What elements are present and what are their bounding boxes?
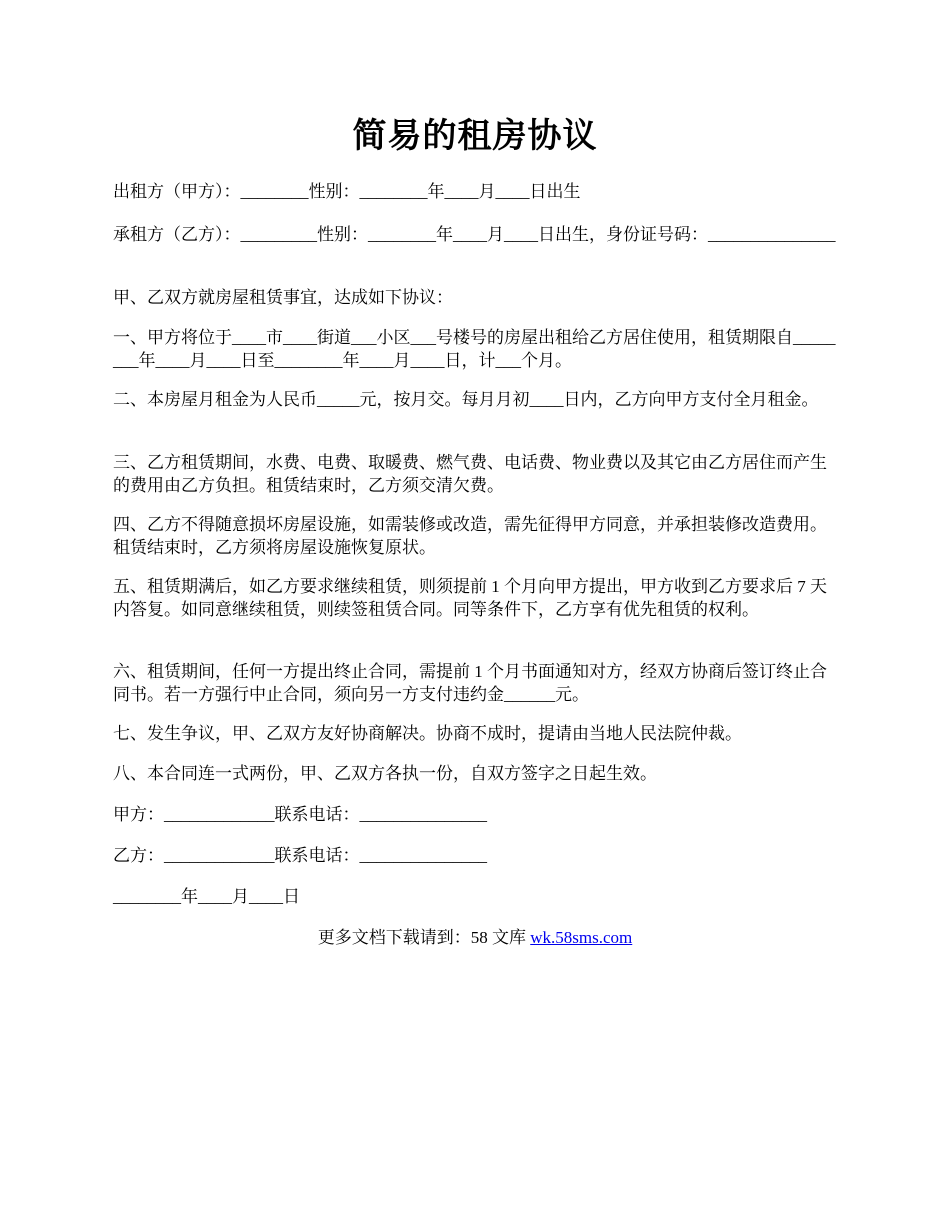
footer xyxy=(0,926,950,949)
paragraph-clause-4: 四、乙方不得随意损坏房屋设施，如需装修或改造，需先征得甲方同意，并承担装修改造费用。租赁结束时，乙方须将房屋设施恢复原状。 xyxy=(113,515,827,557)
paragraph-lessee: 承租方（乙方）：_________性别：________年____月____日出生，身份证号码：_______________ xyxy=(113,225,836,244)
paragraph-clause-1: 一、甲方将位于____市____街道___小区___号楼号的房屋出租给乙方居住使用，租赁期限自________年____月____日至________年____月____日，计___个月。 xyxy=(113,328,836,370)
paragraph-clause-8: 八、本合同连一式两份，甲、乙双方各执一份，自双方签字之日起生效。 xyxy=(113,764,657,783)
signature-date: ________年____月____日 xyxy=(113,887,300,906)
footer-text: 更多文档下载请到：58 文库 xyxy=(317,928,531,947)
paragraph-clause-3: 三、乙方租赁期间，水费、电费、取暖费、燃气费、电话费、物业费以及其它由乙方居住而产生的费用由乙方负担。租赁结束时，乙方须交清欠费。 xyxy=(113,453,827,495)
signature-party-a: 甲方：_____________联系电话：_______________ xyxy=(113,805,487,824)
paragraph-lessor: 出租方（甲方）：________性别：________年____月____日出生 xyxy=(113,182,581,201)
paragraph-intro: 甲、乙双方就房屋租赁事宜，达成如下协议： xyxy=(113,288,453,307)
document-title: 简易的租房协议 xyxy=(352,118,598,155)
paragraph-clause-6: 六、租赁期间，任何一方提出终止合同，需提前 1 个月书面通知对方，经双方协商后签订终止合同书。若一方强行中止合同，须向另一方支付违约金______元。 xyxy=(113,662,827,704)
signature-party-b: 乙方：_____________联系电话：_______________ xyxy=(113,846,487,865)
paragraph-clause-2: 二、本房屋月租金为人民币_____元，按月交。每月月初____日内，乙方向甲方支付全月租金。 xyxy=(113,390,819,409)
paragraph-clause-5: 五、租赁期满后，如乙方要求继续租赁，则须提前 1 个月向甲方提出，甲方收到乙方要求后 7 天内答复。如同意继续租赁，则续签租赁合同。同等条件下，乙方享有优先租赁的权利。 xyxy=(113,577,827,619)
paragraph-clause-7: 七、发生争议，甲、乙双方友好协商解决。协商不成时，提请由当地人民法院仲裁。 xyxy=(113,724,742,743)
footer-link[interactable]: wk.58sms.com xyxy=(530,928,633,947)
